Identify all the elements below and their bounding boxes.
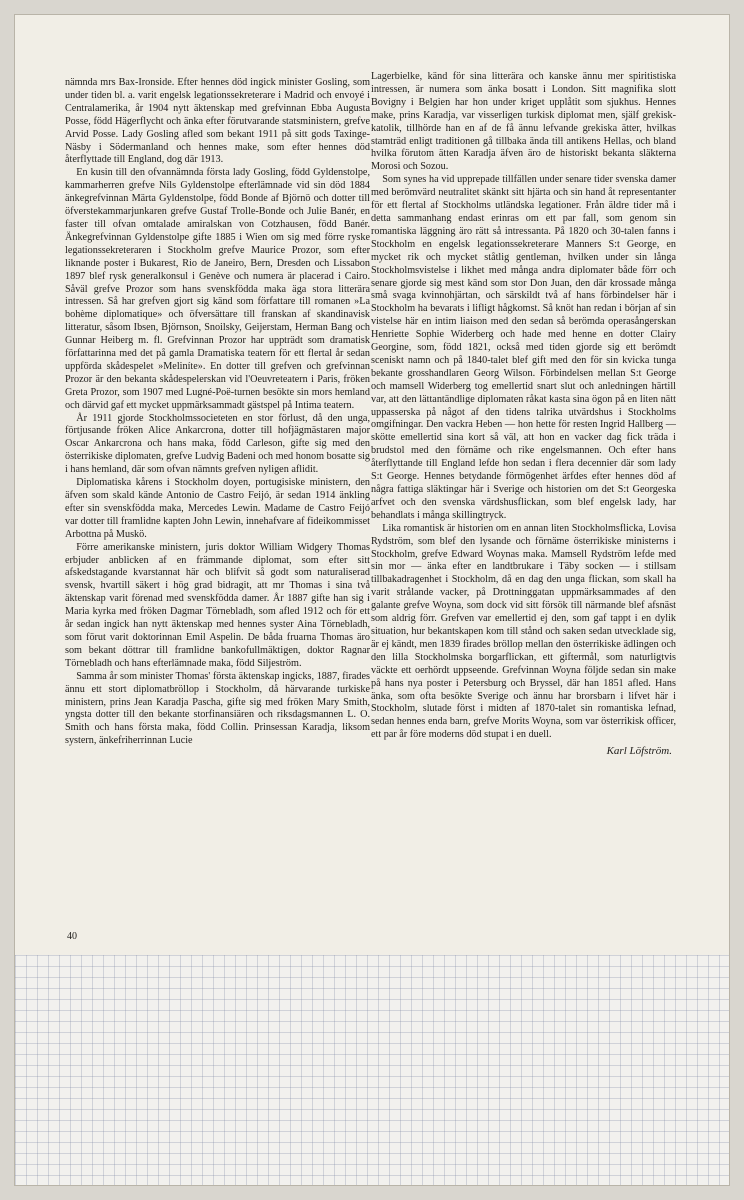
paragraph: Som synes ha vid upprepade tillfällen under senare tider svenska damer med berömvärd neutralitet skänkt sitt hjärta och sin hand åt representanter för ett flertal af Stockholms utländska legationer. Från äldre tider må i detta sammanhang endast erinras om ett par fall, som genom sin romantiska läggning äro rätt så intressanta. På 1820 och 30-talen fanns i Stockholm en engelsk legationssekreterare Manners S:t George, en mycket rik och mycket ståtlig gentleman, hvilken under sin långa Stockholmsvistelse i likhet med många andra diplomater både förr och senare gjorde sig mest känd som stor Don Juan, den där krossade många små svaga kvinnohjärtan, och särskildt två af hans förbindelser här i Stockholm ha bevarats i lifligt hågkomst. Så knöt han redan i början af sin vistelse här en intim liaison med den sedan så berömda operasångerskan Henriette Sophie Widerberg och hade med henne en dotter Clairy Georgine, som, född 1821, också med tiden gjorde sig ett berömdt sceniskt namn och på 1840-talet blef gift med den för sin kvicka tunga bekante grosshandlaren Georg Wilson. Förbindelsen mellan S:t George och mamsell Widerberg tog emellertid snart slut och anledningen härtill var, att den lättantändlige diplomaten råkat kasta sina ögon på en liten nätt uppasserska på något af den tidens talrika utvärdshus i Stockholms omgifningar. Den vackra Heben — hon hette för resten Ingrid Hallberg — skötte emellertid sina kort så väl, att hon en vacker dag fick träda i brudstol med den förnäme och rike engelsmannen. Och efter hans återflyttande till England lefde hon sedan i flera decennier där som lady S:t George. Hennes betydande förmögenhet ärfdes efter hennes död af några fattiga släktingar här i Sverige och historien om det S:t Georgeska arfvet och den svenska värdshusflickan, som blef engelsk lady, har behandlats i många skillingtryck.	[371, 174, 676, 521]
paragraph: Förre amerikanske ministern, juris doktor William Widgery Thomas erbjuder anblicken af en främmande diplomat, som efter sitt afskedstagande kvarstannat här och blifvit så godt som naturaliserad svensk, hvartill säkert i hög grad bidragit, att mr Thomas i sina två äktenskap varit förenad med svenskfödda damer. År 1887 gifte han sig i Maria kyrka med fröken Dagmar Törnebladh, som afled 1912 och för ett år sedan ingick han nytt äktenskap med hennes syster Aina Törnebladh, som förut varit doktorinnan Emil Aspelin. De båda fruarna Thomas äro som bekant döttrar till framlidne bankofullmäktigen, doktor Ragnar Törnebladh och hans efterlämnade maka, född Siljeström.	[65, 541, 370, 669]
author-signature: Karl Löfström.	[606, 745, 672, 758]
paragraph: Diplomatiska kårens i Stockholm doyen, portugisiske ministern, den äfven som skald kände Antonio de Castro Feijó, är sedan 1914 änkling efter sin svenskfödda maka, Mercedes Lewin. Madame de Castro Feijó var dotter till framlidne kapten John Lewin, innehafvare af fideikommisset Arbottna på Muskö.	[65, 477, 370, 540]
left-text-column	[65, 77, 370, 748]
paragraph: nämnda mrs Bax-Ironside. Efter hennes död ingick minister Gosling, som under tiden bl. a. varit engelsk legationssekreterare i Madrid och envoyé i Centralamerika, år 1904 nytt äktenskap med grefvinnan Ebba Augusta Posse, född Hägerflycht och änka efter förutvarande statsministern, grefve Arvid Posse. Lady Gosling afled som bekant 1911 på sitt gods Taxinge-Näsby i Södermanland och hennes make, som efter hennes död återflyttade till England, dog där 1913.	[65, 77, 370, 166]
graph-paper-area	[15, 955, 729, 1185]
paragraph: Samma år som minister Thomas' första äktenskap ingicks, 1887, firades ännu ett stort diplomatbröllop i Stockholm, då härvarande turkiske ministern, prins Jean Karadja Pascha, gifte sig med fröken Mary Smith, yngsta dotter till den bekante storfinansiären och riksdagsmannen L. O. Smith och hans första maka, född Collin. Prinsessan Karadja, liksom systern, änkefriherrinnan Lucie	[65, 670, 370, 747]
printed-area	[15, 15, 729, 955]
paragraph: År 1911 gjorde Stockholmssocieteten en stor förlust, då den unga, förtjusande fröken Alice Ankarcrona, dotter till hofjägmästaren major Oscar Ankarcrona och hans maka, född Carleson, gifte sig med den österrikiske diplomaten, grefve Ludvig Badeni och med honom bosatte sig i hans hemland, där som ofvan nämnts grefven nyligen aflidit.	[65, 412, 370, 476]
paragraph: Lika romantisk är historien om en annan liten Stockholmsflicka, Lovisa Rydström, som blef den lysande och förnäme österrikiske ministerns i Stockholm, grefve Edward Woynas maka. Mamsell Rydström lefde med sin mor — änka efter en landtbrukare i Täby socken — i stillsam tillbakadragenhet i Stockholm, då en dag den unga flickan, som skall ha varit strålande vacker, på Drottninggatan uppmärksammades af den galante grefve Woyna, som dock vid sitt försök till närmande blef afsnäst som aldrig förr. Grefven var emellertid ej den, som gaf tappt i en dylik situation, hur bekantskapen kom till stånd och saken sedan utvecklade sig, är ej kändt, men 1839 firades bröllop mellan den österrikiske ädlingen och den lilla Stockholmska borgarflickan, ett giftermål, som naturligtvis väckte ett oerhördt uppseende. Grefvinnan Woyna följde sedan sin make på hans nya poster i Petersburg och Bryssel, där han 1851 afled. Hans änka, som ofta besökte Sverige och ännu har brorsbarn i lifvet här i Stockholm, slutade först i midten af 1870-talet sin romantiska lefnad, sedan hennes enda barn, grefve Morits Woyna, som var österrikisk officer, ett par år före moderns död stupat i en duell.	[371, 522, 676, 741]
paragraph: Lagerbielke, känd för sina litterära och kanske ännu mer spiritistiska intressen, är numera som änka bosatt i London. Sitt magnifika slott Bovigny i Belgien har hon under kriget upplåtit som sjukhus. Hennes make, prins Karadja, var visserligen turkisk diplomat men, själf grekisk-katolik, tillhörde han en af de få ännu lefvande grekiska ätter, hvilkas stamträd enligt traditionen gå tillbaka ända till antikens Hellas, och bland hvilka förutom ätten Karadja äfven äro de historiskt bekanta släkterna Morosi och Sozou.	[371, 71, 676, 173]
paragraph: En kusin till den ofvannämnda första lady Gosling, född Gyldenstolpe, kammarherren grefve Nils Gyldenstolpe efterlämnade vid sin död 1884 änkegrefvinnan Märta Gyldenstolpe, född Bonde af Björnö och dotter till öfverstekammarjunkaren grefve Gustaf Trolle-Bonde och Julie Banér, en faster till ofvan omtalade amiralskan von Cotzhausen, född Banér. Änkegrefvinnan Gyldenstolpe gifte 1885 i Wien om sig med förre ryske legationssekreteraren i Stockholm grefve Maurice Prozor, som efter liknande poster i Bukarest, Rio de Janeiro, Bern, Dresden och Lissabon 1897 blef rysk generalkonsul i Genève och numera är placerad i Cairo. Såväl grefve Prozor som hans svenskfödda maka äga stora litterära intressen. Så har grefven gjort sig känd som författare till romanen »La bohème diplomatique» och öfversättare till franskan af skandinavisk litteratur, såsom Ibsen, Björnson, Snoilsky, Geijerstam, Herman Bang och Gunnar Heiberg m. fl. Grefvinnan Prozor har uppträdt som dramatisk författarinna med det på gamla Dramatiska teatern för ett flertal år sedan uppförda skådespelet »Meliníte». En dotter till grefven och grefvinnan Prozor är den bekanta skådespelerskan vid l'Oeuvreteatern i Paris, fröken Greta Prozor, som 1907 med Lugné-Poë-turnen besökte sin mors hemland och därvid gaf ett mycket uppmärksammadt gästspel på Intima teatern.	[65, 167, 370, 411]
book-page	[14, 14, 730, 1186]
page-number: 40	[67, 931, 77, 942]
right-text-column	[371, 71, 676, 758]
